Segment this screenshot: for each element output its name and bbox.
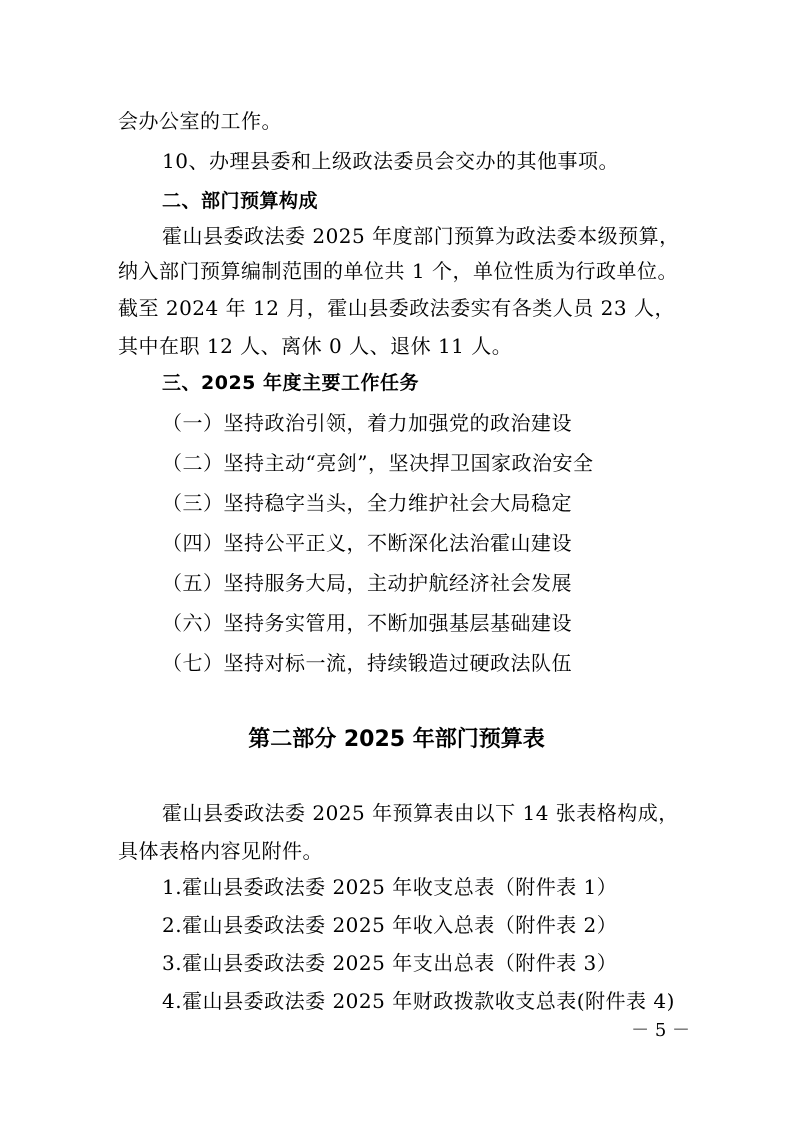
list-item: （二）坚持主动“亮剑”，坚决捍卫国家政治安全 [162,451,594,475]
section-heading: 三、2025 年度主要工作任务 [162,372,419,394]
list-item: （七）坚持对标一流，持续锻造过硬政法队伍 [162,651,572,675]
list-item: 2.霍山县委政法委 2025 年收入总表（附件表 2） [162,913,618,937]
list-item: （四）坚持公平正义，不断深化法治霍山建设 [162,531,572,555]
paragraph-line: 霍山县委政法委 2025 年度部门预算为政法委本级预算， [162,224,680,248]
list-item: 4.霍山县委政法委 2025 年财政拨款收支总表(附件表 4) [162,989,675,1013]
list-item: （六）坚持务实管用，不断加强基层基础建设 [162,611,572,635]
list-item: 1.霍山县委政法委 2025 年收支总表（附件表 1） [162,875,618,899]
paragraph-line: 纳入部门预算编制范围的单位共 1 个，单位性质为行政单位。 [118,259,678,283]
list-item: （五）坚持服务大局，主动护航经济社会发展 [162,571,572,595]
paragraph-line: 其中在职 12 人、离休 0 人、退休 11 人。 [118,334,513,358]
paragraph-line: 10、办理县委和上级政法委员会交办的其他事项。 [162,149,619,173]
page-number: － 5 － [631,1020,690,1041]
list-item: （三）坚持稳字当头，全力维护社会大局稳定 [162,491,572,515]
paragraph-line: 会办公室的工作。 [118,109,282,133]
paragraph-line: 具体表格内容见附件。 [118,839,323,863]
part-title: 第二部分 2025 年部门预算表 [248,727,545,752]
section-heading: 二、部门预算构成 [162,190,319,212]
paragraph-line: 截至 2024 年 12 月，霍山县委政法委实有各类人员 23 人， [118,296,675,320]
list-item: 3.霍山县委政法委 2025 年支出总表（附件表 3） [162,951,618,975]
list-item: （一）坚持政治引领，着力加强党的政治建设 [162,411,572,435]
paragraph-line: 霍山县委政法委 2025 年预算表由以下 14 张表格构成， [162,801,679,825]
